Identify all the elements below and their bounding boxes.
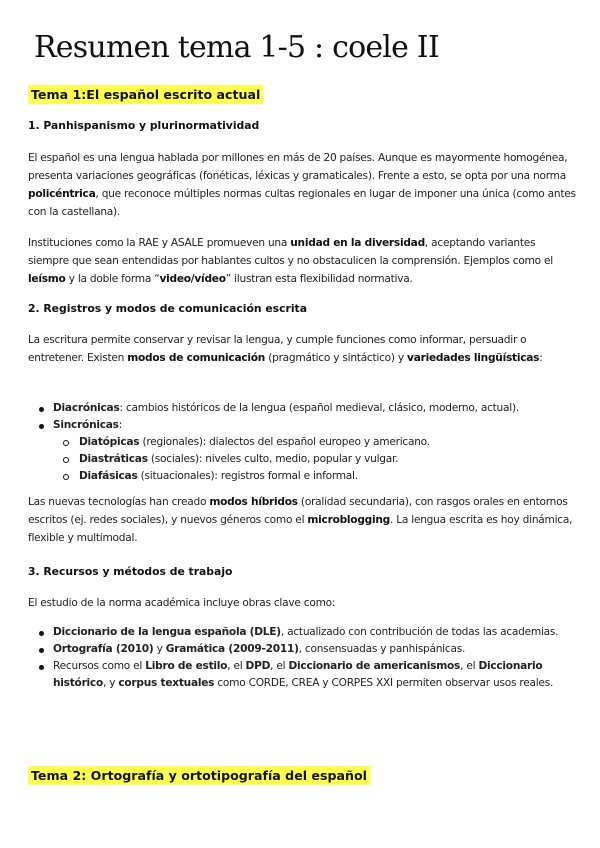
document-title: Resumen tema 1-5 : coele II bbox=[34, 30, 439, 65]
tema1-heading: Tema 1:El español escrito actual bbox=[28, 85, 263, 104]
list-item-diafasicas: Diafásicas (situacionales): registros formal e informal. bbox=[53, 468, 576, 485]
varieties-list bbox=[28, 400, 576, 485]
list-item-diatopicas: Diatópicas (regionales): dialectos del español europeo y americano. bbox=[53, 434, 576, 451]
resources-list bbox=[28, 624, 576, 692]
section-1-paragraph-1: El español es una lengua hablada por millones en más de 20 países. Aunque es mayormente homogénea, presenta variaciones geográficas (fonéticas, léxicas y gramaticales). Frente a esto, se opta por una norma policéntrica, que reconoce múltiples normas cultas regionales en lugar de imponer una única (como antes con la castellana). bbox=[28, 152, 576, 218]
list-item-dle: Diccionario de la lengua española (DLE), actualizado con contribución de todas las academias. bbox=[28, 624, 576, 641]
section-2-paragraph-2: Las nuevas tecnologías han creado modos híbridos (oralidad secundaria), con rasgos orales en entornos escritos (ej. redes sociales), y nuevos géneros como el microblogging. La lengua escrita es hoy dinámica, flexible y multimodal. bbox=[28, 496, 573, 544]
list-item-diacronicas: Diacrónicas: cambios históricos de la lengua (español medieval, clásico, moderno, actual). bbox=[28, 400, 576, 417]
tema2-heading: Tema 2: Ortografía y ortotipografía del español bbox=[28, 766, 370, 785]
list-item-diastraticas: Diastráticas (sociales): niveles culto, medio, popular y vulgar. bbox=[53, 451, 576, 468]
section-3-paragraph-1: El estudio de la norma académica incluye obras clave como: bbox=[28, 597, 336, 609]
section-3-title: 3. Recursos y métodos de trabajo bbox=[28, 565, 233, 578]
list-item-recursos: Recursos como el Libro de estilo, el DPD, el Diccionario de americanismos, el Diccionario histórico, y corpus textuales como CORDE, CREA y CORPES XXI permiten observar usos reales. bbox=[28, 658, 576, 692]
list-item-ortografia: Ortografía (2010) y Gramática (2009-2011), consensuadas y panhispánicas. bbox=[28, 641, 576, 658]
section-2-paragraph-1: La escritura permite conservar y revisar la lengua, y cumple funciones como informar, persuadir o entretener. Existen modos de comunicación (pragmático y sintáctico) y variedades lingüísticas: bbox=[28, 334, 543, 364]
list-item-sincronicas: Sincrónicas: Diatópicas (regionales): dialectos del español europeo y americano. Diastráticas (sociales): niveles culto, medio, popular y vulgar. Diafásicas (situacionales): registros formal e informal. bbox=[28, 417, 576, 485]
section-1-paragraph-2: Instituciones como la RAE y ASALE promueven una unidad en la diversidad, aceptando variantes siempre que sean entendidas por hablantes cultos y no obstaculicen la comprensión. Ejemplos como el leísmo y la doble forma “video/vídeo” ilustran esta flexibilidad normativa. bbox=[28, 237, 553, 285]
section-1-title: 1. Panhispanismo y plurinormatividad bbox=[28, 119, 260, 132]
sincronicas-sublist bbox=[53, 434, 576, 485]
section-2-title: 2. Registros y modos de comunicación escrita bbox=[28, 302, 307, 315]
